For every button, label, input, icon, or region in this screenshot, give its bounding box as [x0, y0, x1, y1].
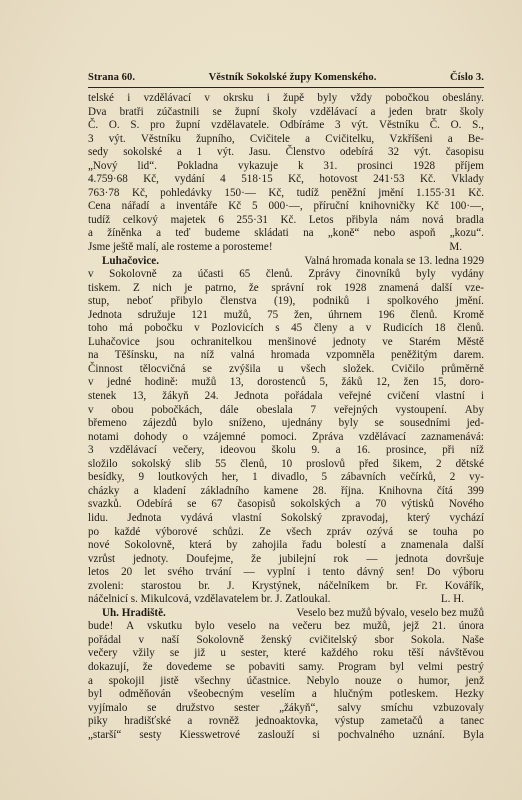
text-line: nové Sokolovně, která by zahojila řadu bolestí a znamenala další: [88, 539, 484, 552]
author-signature: L. H.: [440, 593, 464, 606]
text-line: 3 vzdělávací večery, ideovou školu 9. a 16. prosince, při níž: [88, 444, 484, 457]
author-signature: M.: [449, 241, 462, 254]
section-luhacovice: [88, 255, 484, 607]
text-line: večery vžily se již u sester, které každého roku těší návštěvou: [88, 647, 484, 660]
page-header: [88, 72, 484, 83]
text-line: vzrůst jednoty. Doufejme, že jubilejní rok — jednota dovršuje: [88, 552, 484, 565]
text-line: v Sokolovně za účasti 65 členů. Zprávy činovníků byly vydány: [88, 268, 484, 281]
text-line: vyjímalo se družstvo sester „žákyň“, salvy smíchu vzbuzovaly: [88, 701, 484, 714]
text-line: 4.759·68 Kč, vydání 4 518·15 Kč, hotovost 241·53 Kč. Vklady: [88, 173, 484, 186]
text-line: Dva bratři zúčastnili se župní školy vzdělávací a jeden bratr školy: [88, 105, 484, 118]
text-line: dokazují, že dovedeme se pobaviti samy. Program byl velmi pestrý: [88, 660, 484, 673]
section-heading-luhacovice: Luhačovice.: [102, 254, 160, 267]
text-line: Jednota sdružuje 121 mužů, 75 žen, úhrnem 196 členů. Kromě: [88, 308, 484, 321]
text-line: byl odměňován všeobecným veselím a hlučným potleskem. Hezky: [88, 688, 484, 701]
text-line: „Nový lid“. Pokladna vykazuje k 31. prosinci 1928 příjem: [88, 159, 484, 172]
journal-title: Věstník Sokolské župy Komenského.: [208, 72, 377, 83]
text-line: Činnost tělocvičná se zvýšila u všech složek. Cvičilo průměrně: [88, 362, 484, 375]
text-line: v obou pobočkách, dále obeslala 7 veřejných vystoupení. Aby: [88, 403, 484, 416]
issue-number: Číslo 3.: [449, 72, 484, 83]
text-line: po každé výborové schůzi. Ze všech zpráv ozývá se touha po: [88, 525, 484, 538]
text-line: cházky a kladení základního kamene 28. října. Knihovna čítá 399: [88, 484, 484, 497]
text-line: letos 20 let svého trvání — vyplní i tento dávný sen! Do výboru: [88, 566, 484, 579]
text-line: piky hradišťské a rovněž jednoaktovka, výstup zametačů a tanec: [88, 715, 484, 728]
text-line: stenek 13, žákyň 24. Jednota pořádala veřejné cvičení vlastní i: [88, 390, 484, 403]
section-uh-hradiste: [88, 607, 484, 742]
text-line: zvoleni: starostou br. J. Krystýnek, náčelníkem br. Fr. Kovářík,: [88, 579, 484, 592]
section-heading-uh-hradiste: Uh. Hradiště.: [102, 606, 166, 619]
text-line: Cena nářadí a inventáře Kč 5 000·—, příruční knihovničky Kč 100·—,: [88, 200, 484, 213]
section-previous-report: [88, 92, 484, 255]
text-line: [88, 255, 484, 269]
text-line: a spokojil jistě všechny účastnice. Nebylo nouze o humor, jenž: [88, 674, 484, 687]
article-body: [88, 92, 484, 742]
text-line: 3 výt. Věstníku župního, Cvičitele a Cvičitelku, Vzkříšeni a Be-: [88, 132, 484, 145]
text-line: 763·78 Kč, pohledávky 150·— Kč, tudíž peněžní jmění 1.155·31 Kč.: [88, 186, 484, 199]
text-line: a žíněnka a teď budeme skládati na „koně“ nebo aspoň „kozu“.: [88, 227, 484, 240]
text-line: telské i vzdělávací v okrsku i župě byly vždy pobočkou obeslány.: [88, 92, 484, 104]
text-line: [88, 593, 484, 607]
text-line: svazků. Odebírá se 67 časopisů sokolských a 70 výtisků Nového: [88, 498, 484, 511]
header-rule: [88, 87, 484, 88]
text-line: tudíž celkový majetek 6 255·31 Kč. Letos přibyla nám nová bradla: [88, 213, 484, 226]
text-line: na Těšínsku, na níž valná hromada vzpomněla peněžitým darem.: [88, 349, 484, 362]
closing-sentence: Jsme ještě malí, ale rosteme a porosteme!: [88, 241, 273, 254]
text-line: bude! A vskutku bylo veselo na večeru bez mužů, jejž 21. února: [88, 620, 484, 633]
text-line: Č. O. S. pro župní vzdělavatele. Odbíráme 3 výt. Věstníku Č. O. S.,: [88, 119, 484, 132]
text-line: pořádal v naší Sokolovně ženský cvičitelský sbor Sokola. Naše: [88, 633, 484, 646]
text-line: tiskem. Z nich je patrno, že správní rok 1928 znamená další vze-: [88, 281, 484, 294]
text-line: Luhačovice jsou ochranitelkou menšinové jednoty ve Starém Městě: [88, 335, 484, 348]
text-line: „starší“ sesty Kiesswetrové zaslouží si pochvalného uznání. Byla: [88, 728, 484, 741]
text-line: [88, 241, 484, 255]
text-line: toho má pobočku v Pozlovicích s 45 členy a v Rudicích 18 členů.: [88, 322, 484, 335]
text-line: stup, neboť přibylo členstva (19), podniků i spolkového jmění.: [88, 295, 484, 308]
text-line: v jedné hodině: mužů 13, dorostenců 5, žáků 12, žen 15, doro-: [88, 376, 484, 389]
heading-line-text: Veselo bez mužů bývalo, veselo bez mužů: [296, 606, 484, 619]
last-line-text: náčelnicí s. Mikulcová, vzdělavatelem br. J. Zatloukal.: [88, 593, 331, 606]
text-line: [88, 607, 484, 621]
page-number: Strana 60.: [88, 72, 136, 83]
heading-line-text: Valná hromada konala se 13. ledna 1929: [304, 254, 484, 267]
text-line: břemeno zájezdů bylo sníženo, ujednány byly se sousedními jed-: [88, 417, 484, 430]
text-line: besídky, 9 loutkových her, 1 divadlo, 5 zábavních večírků, 2 vy-: [88, 471, 484, 484]
text-line: lidu. Jednota vydává vlastní Sokolský zpravodaj, který vychází: [88, 511, 484, 524]
text-line: složilo sokolský slib 55 členů, 10 proslovů před šikem, 2 dětské: [88, 457, 484, 470]
text-line: sedy sokolské a 1 výt. Jasu. Členstvo odebírá 32 výt. časopisu: [88, 146, 484, 159]
text-line: notami dohody o vzájemné pomoci. Zpráva vzdělávací zaznamenává:: [88, 430, 484, 443]
